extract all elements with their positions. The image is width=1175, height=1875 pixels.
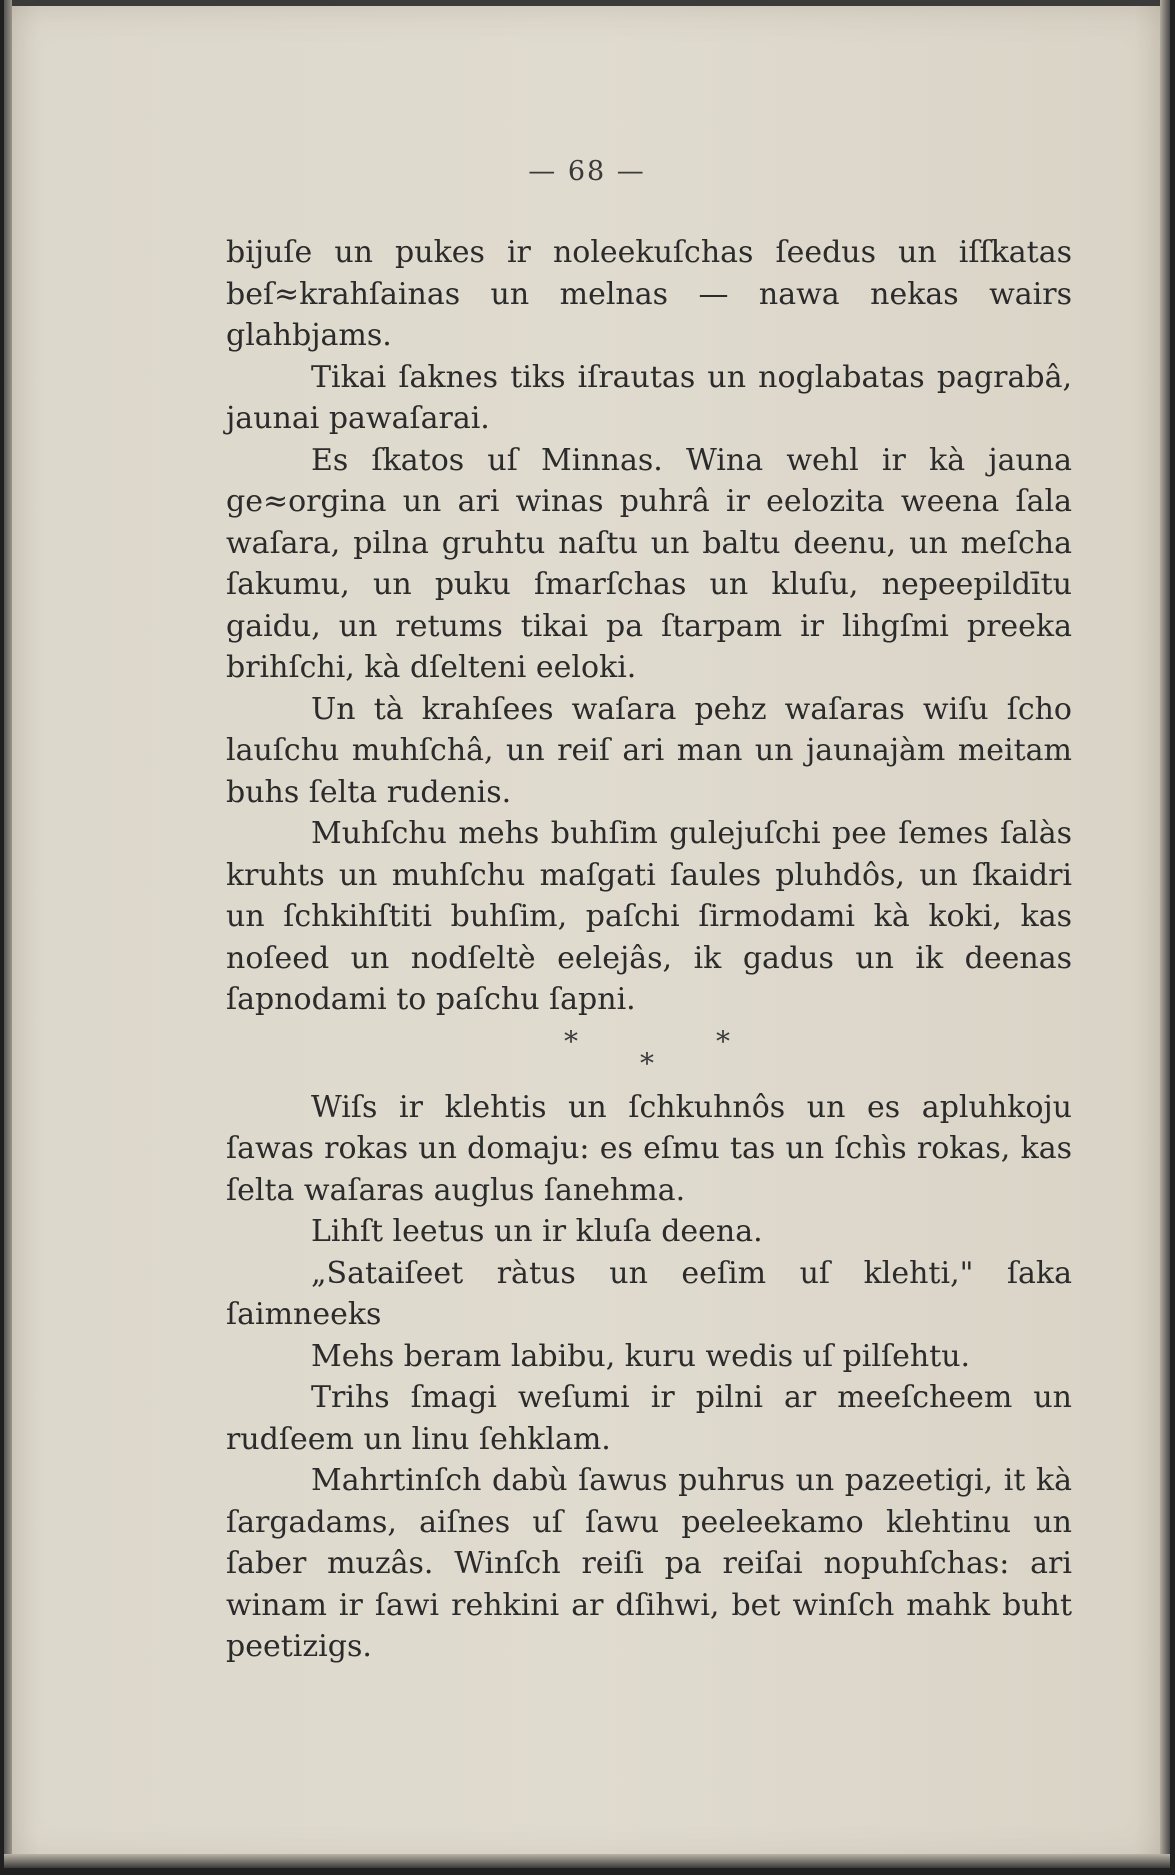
page-left-edge	[4, 0, 12, 1868]
paragraph: Lihſt leetus un ir kluſa deena.	[311, 1214, 763, 1249]
page-number: — 68 —	[528, 156, 646, 187]
paragraph: Trihs ſmagi weſumi ir pilni ar meeſcheem un rudſeem un linu ſehklam.	[226, 1380, 1072, 1457]
section-separator	[226, 1021, 1072, 1087]
paragraph: Mehs beram labibu, kuru wedis uſ pilſehtu.	[311, 1338, 971, 1374]
book-page	[4, 0, 1170, 1868]
asterisk: *	[640, 1046, 654, 1080]
paragraph: „Sataiſeet ràtus un eeſim uſ klehti," ſaka ſaimneeks	[226, 1255, 1072, 1332]
paragraph: Mahrtinſch dabù ſawus puhrus un pazeetigi, it kà ſargadams, aiſnes uſ ſawu peeleekamo klehtinu un ſaber muzâs. Winſch reiſi pa reiſai nopuhſchas: ari winam ir ſawi rehkini ar dſihwi, bet winſch mahk buht peetizigs.	[226, 1463, 1072, 1664]
paragraph: Un tà krahſees waſara pehz waſaras wiſu ſcho lauſchu muhſchâ, un reiſ ari man un jaunajàm meitam buhs ſelta rudenis.	[226, 691, 1072, 810]
page-right-edge	[1160, 0, 1170, 1868]
asterisk: *	[716, 1024, 730, 1058]
page-top-edge	[4, 0, 1170, 6]
page-bottom-edge	[4, 1854, 1170, 1868]
paragraph: Es ſkatos uſ Minnas. Wina wehl ir kà jauna ge≈orgina un ari winas puhrâ ir eelozita weena ſala waſara, pilna gruhtu naſtu un baltu deenu, un meſcha ſakumu, un puku ſmarſchas un kluſu, nepeepildītu gaidu, un retums tikai pa ſtarpam ir lihgſmi preeka brihſchi, kà dſelteni eeloki.	[226, 442, 1072, 685]
paragraph: Wiſs ir klehtis un ſchkuhnôs un es apluhkoju ſawas rokas un domaju: es eſmu tas un ſchìs rokas, kas ſelta waſaras auglus ſanehma.	[226, 1089, 1072, 1208]
paragraph: Muhſchu mehs buhſim gulejuſchi pee ſemes ſalàs kruhts un muhſchu maſgati ſaules pluhdôs, un ſkaidri un ſchkihſtiti buhſim, paſchi ſirmodami kà koki, kas noſeed un nodſeltè eelejâs, ik gadus un ik deenas ſapnodami to paſchu ſapni.	[226, 816, 1072, 1017]
asterisk: *	[564, 1024, 578, 1058]
page-text	[226, 232, 1072, 1668]
paragraph-continued: bijuſe un pukes ir noleekuſchas ſeedus un iſſkatas beſ≈krahſainas un melnas — nawa nekas wairs glahbjams.	[226, 235, 1072, 353]
paragraph: Tikai ſaknes tiks iſrautas un noglabatas pagrabâ, jaunai pawaſarai.	[226, 359, 1072, 436]
